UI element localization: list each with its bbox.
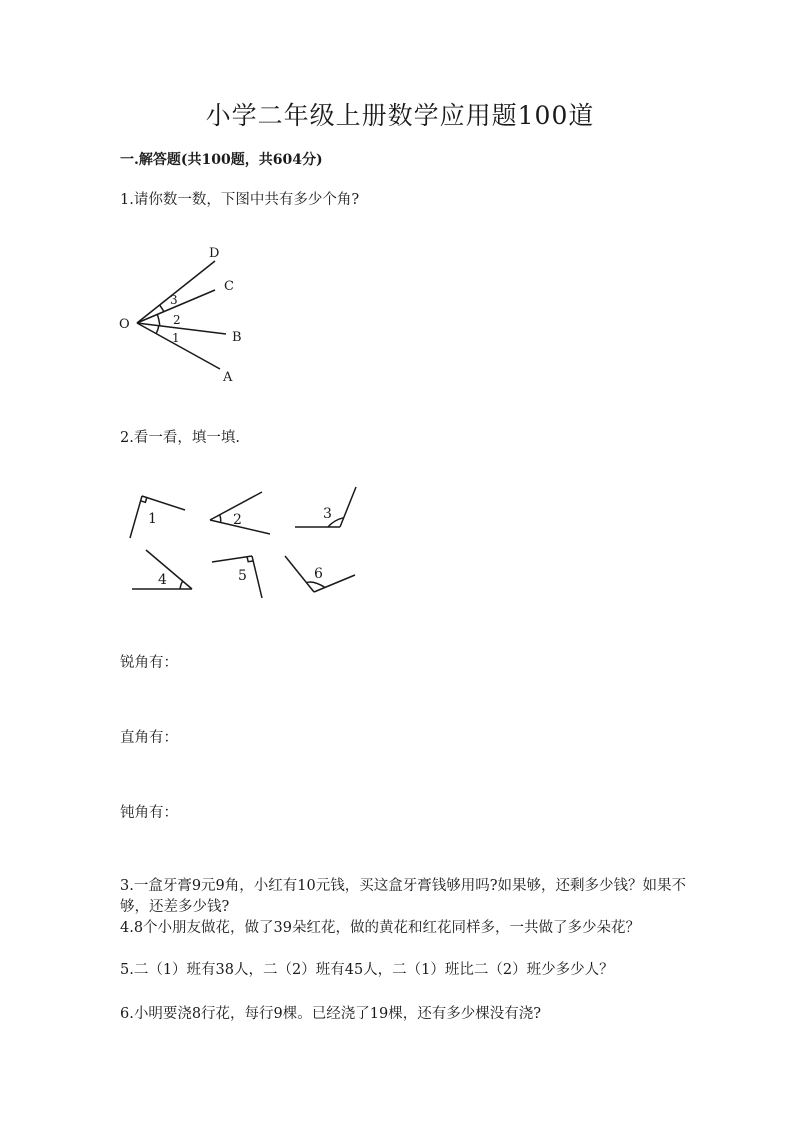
angle-mark-1: 1 bbox=[172, 331, 180, 345]
question-5: 5.二（1）班有38人，二（2）班有45人，二（1）班比二（2）班少多少人？ bbox=[120, 962, 614, 978]
ray-label-a: A bbox=[223, 370, 233, 385]
arc-angle-2 bbox=[157, 314, 160, 325]
question-2: 2.看一看，填一填. bbox=[120, 430, 240, 446]
section-heading: 一.解答题(共100题，共604分) bbox=[120, 152, 323, 168]
ray-label-d: D bbox=[209, 246, 220, 261]
angle-5 bbox=[212, 556, 262, 598]
angle-mark-3: 3 bbox=[170, 293, 178, 307]
angle-1 bbox=[130, 496, 185, 538]
arc-angle-3 bbox=[160, 305, 164, 312]
question-4: 4.8个小朋友做花，做了39朵红花，做的黄花和红花同样多，一共做了多少朵花？ bbox=[120, 920, 641, 936]
angle-number-6: 6 bbox=[314, 566, 323, 582]
arc-angle-1 bbox=[156, 326, 159, 334]
question-6: 6.小明要浇8行花，每行9棵。已经浇了19棵，还有多少棵没有浇? bbox=[120, 1006, 542, 1022]
angle-number-4: 4 bbox=[158, 572, 167, 588]
question-3: 3.一盒牙膏9元9角，小红有10元钱，买这盒牙膏钱够用吗?如果够，还剩多少钱？如果不够，还差多少钱? bbox=[120, 878, 687, 915]
ray-label-b: B bbox=[232, 330, 242, 345]
ray-label-c: C bbox=[224, 279, 234, 294]
angle-number-3: 3 bbox=[323, 506, 332, 522]
obtuse-angles-label: 钝角有： bbox=[120, 805, 178, 821]
angle-mark-2: 2 bbox=[173, 313, 181, 327]
page-title: 小学二年级上册数学应用题100道 bbox=[205, 101, 595, 130]
acute-angles-label: 锐角有： bbox=[120, 655, 178, 671]
angle-number-5: 5 bbox=[238, 568, 247, 584]
ray-ob bbox=[137, 323, 226, 334]
angle-number-1: 1 bbox=[148, 511, 157, 527]
figure-angles-from-o bbox=[112, 240, 272, 390]
question-1: 1.请你数一数，下图中共有多少个角? bbox=[120, 192, 360, 208]
angle-number-2: 2 bbox=[233, 512, 242, 528]
figure-six-angles bbox=[120, 482, 380, 612]
ray-oa bbox=[137, 323, 220, 369]
right-angles-label: 直角有： bbox=[120, 730, 178, 746]
vertex-label-o: O bbox=[119, 317, 130, 332]
